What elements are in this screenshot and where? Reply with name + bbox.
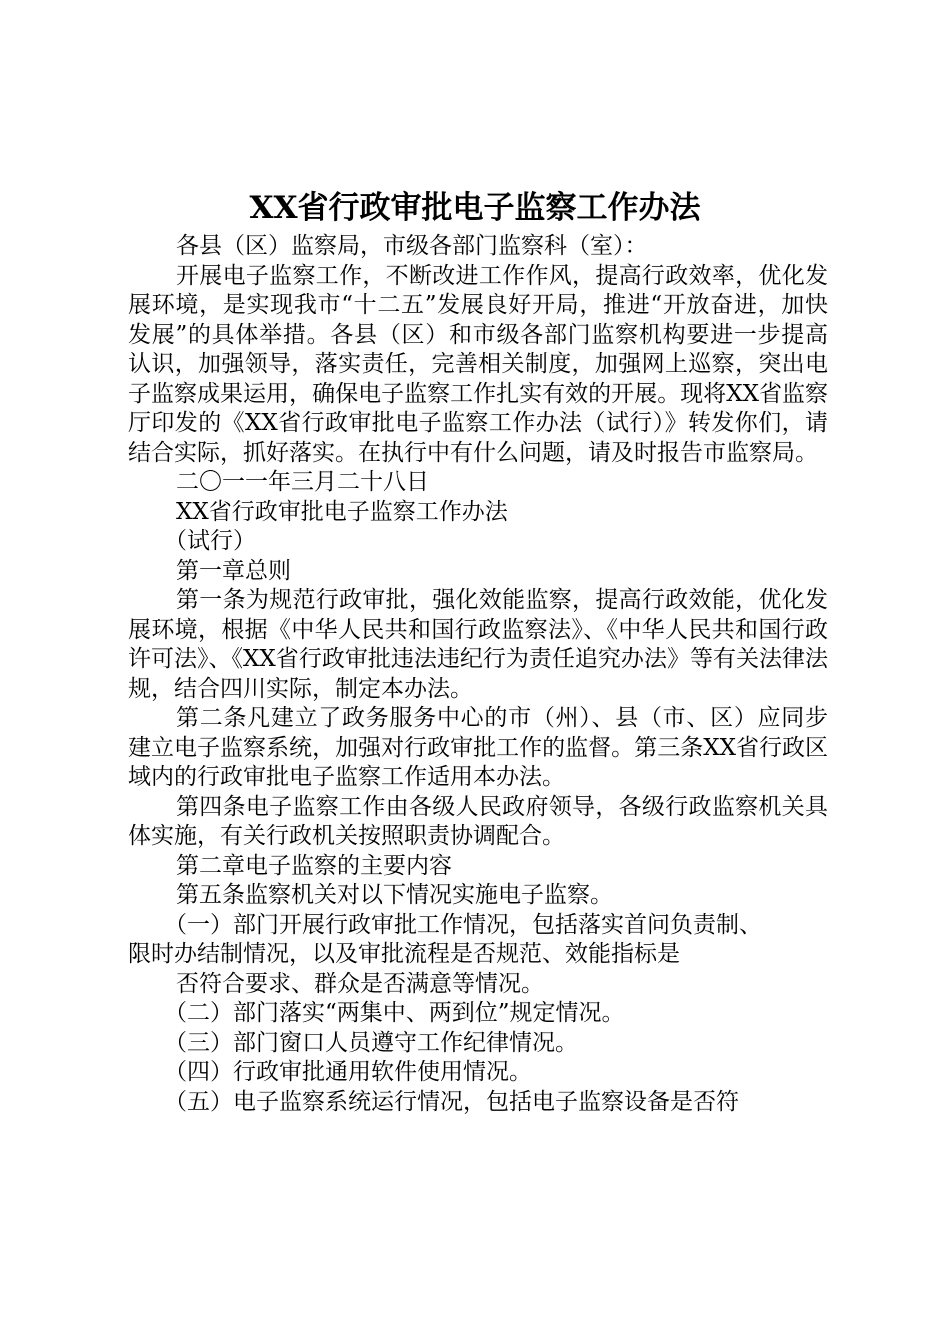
list-item: （一）部门开展行政审批工作情况，包括落实首问负责制、: [164, 911, 762, 938]
chapter-heading: 第二章电子监察的主要内容: [176, 852, 452, 879]
intro-paragraph: 开展电子监察工作，不断改进工作作风，提高行政效率，优化发展环境，是实现我市“十二五”发展良好开局，推进“开放奋进，加快发展”的具体举措。各县（区）和市级各部门监察机构要进一步提高认识，加强领导，落实责任，完善相关制度，加强网上巡察，突出电子监察成果运用，确保电子监察工作扎实有效的开展。现将XX省监察厅印发的《XX省行政审批电子监察工作办法（试行）》转发你们，请结合实际，抓好落实。在执行中有什么问题，请及时报告市监察局。: [128, 262, 828, 466]
list-item-continuation: 否符合要求、群众是否满意等情况。: [176, 970, 544, 997]
date-line: 二〇一一年三月二十八日: [176, 469, 429, 495]
trial-line: （试行）: [164, 528, 256, 554]
list-item: （二）部门落实“两集中、两到位”规定情况。: [164, 1000, 625, 1026]
subtitle-line: XX省行政审批电子监察工作办法: [176, 498, 508, 525]
article-paragraph: 第一条为规范行政审批，强化效能监察，提高行政效能，优化发展环境，根据《中华人民共和国行政监察法》、《中华人民共和国行政许可法》、《XX省行政审批违法违纪行为责任追究办法》等有关法律法规，结合四川实际，制定本办法。: [128, 587, 828, 702]
article-paragraph: 第四条电子监察工作由各级人民政府领导，各级行政监察机关具体实施，有关行政机关按照职责协调配合。: [128, 793, 828, 849]
document-body: [128, 232, 828, 1117]
list-item: （三）部门窗口人员遵守工作纪律情况。: [164, 1029, 578, 1056]
article-paragraph: 第五条监察机关对以下情况实施电子监察。: [176, 882, 613, 908]
article-paragraph: 第二条凡建立了政务服务中心的市（州）、县（市、区）应同步建立电子监察系统，加强对行政审批工作的监督。第三条XX省行政区域内的行政审批电子监察工作适用本办法。: [128, 705, 828, 790]
list-item-continuation: 限时办结制情况，以及审批流程是否规范、效能指标是: [128, 941, 680, 967]
chapter-heading: 第一章总则: [176, 557, 291, 584]
list-item: （五）电子监察系统运行情况，包括电子监察设备是否符: [164, 1088, 739, 1115]
document-title: XX省行政审批电子监察工作办法: [249, 190, 701, 226]
greeting-paragraph: 各县（区）监察局，市级各部门监察科（室）：: [176, 233, 648, 259]
list-item: （四）行政审批通用软件使用情况。: [164, 1059, 532, 1085]
